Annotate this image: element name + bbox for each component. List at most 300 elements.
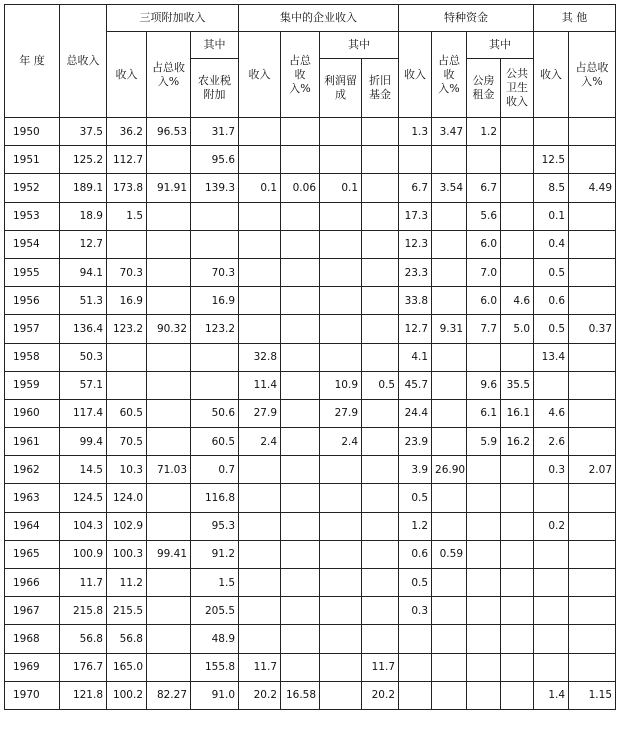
table-row — [5, 512, 616, 540]
cell-g3-health — [501, 681, 534, 709]
cell-g2-income — [239, 484, 281, 512]
cell-g3-health — [501, 146, 534, 174]
table-row — [5, 174, 616, 202]
cell-g3-health — [501, 202, 534, 230]
table-row — [5, 456, 616, 484]
cell-g3-housing: 6.1 — [467, 399, 501, 427]
table-row — [5, 428, 616, 456]
cell-g2-profit — [320, 287, 362, 315]
cell-total: 104.3 — [60, 512, 107, 540]
cell-g1-income: 70.3 — [107, 258, 147, 286]
cell-g3-income: 6.7 — [399, 174, 432, 202]
cell-g2-income: 32.8 — [239, 343, 281, 371]
cell-g4-pct — [569, 343, 616, 371]
cell-g2-dep — [362, 625, 399, 653]
cell-g2-income — [239, 230, 281, 258]
cell-g3-health: 16.2 — [501, 428, 534, 456]
cell-g3-pct — [432, 343, 467, 371]
cell-g3-pct: 0.59 — [432, 540, 467, 568]
header-group-surcharge: 三项附加收入 — [107, 5, 239, 32]
cell-g1-pct: 91.91 — [147, 174, 191, 202]
cell-g3-pct — [432, 681, 467, 709]
cell-g2-dep: 11.7 — [362, 653, 399, 681]
cell-g3-housing: 5.6 — [467, 202, 501, 230]
cell-g4-pct — [569, 512, 616, 540]
cell-g2-dep — [362, 146, 399, 174]
cell-g1-income: 215.5 — [107, 597, 147, 625]
header-g2-pct: 占总收入% — [281, 32, 320, 118]
cell-g1-income: 11.2 — [107, 569, 147, 597]
cell-g3-health — [501, 118, 534, 146]
cell-year: 1963 — [5, 484, 60, 512]
cell-g2-income — [239, 569, 281, 597]
cell-g1-agri: 123.2 — [191, 315, 239, 343]
cell-g4-income — [534, 540, 569, 568]
cell-total: 215.8 — [60, 597, 107, 625]
cell-g2-dep — [362, 202, 399, 230]
cell-g2-dep — [362, 484, 399, 512]
cell-g1-agri: 116.8 — [191, 484, 239, 512]
cell-g2-income — [239, 512, 281, 540]
cell-g2-income — [239, 597, 281, 625]
cell-g4-pct — [569, 569, 616, 597]
cell-g2-profit — [320, 681, 362, 709]
cell-g3-housing — [467, 569, 501, 597]
cell-g3-income: 3.9 — [399, 456, 432, 484]
cell-g2-pct — [281, 146, 320, 174]
cell-year: 1953 — [5, 202, 60, 230]
cell-g1-pct: 96.53 — [147, 118, 191, 146]
cell-g1-agri — [191, 230, 239, 258]
cell-total: 121.8 — [60, 681, 107, 709]
cell-g3-income: 12.7 — [399, 315, 432, 343]
cell-g3-income: 4.1 — [399, 343, 432, 371]
cell-g3-pct — [432, 428, 467, 456]
cell-g1-pct — [147, 512, 191, 540]
cell-g2-dep — [362, 258, 399, 286]
cell-g2-profit — [320, 512, 362, 540]
cell-g3-housing — [467, 653, 501, 681]
cell-g3-pct — [432, 484, 467, 512]
cell-g1-agri: 48.9 — [191, 625, 239, 653]
cell-g1-income: 165.0 — [107, 653, 147, 681]
header-group-enterprise: 集中的企业收入 — [239, 5, 399, 32]
cell-year: 1964 — [5, 512, 60, 540]
cell-g1-agri: 95.3 — [191, 512, 239, 540]
cell-g3-housing — [467, 484, 501, 512]
cell-year: 1958 — [5, 343, 60, 371]
cell-g1-pct — [147, 146, 191, 174]
cell-g2-dep — [362, 174, 399, 202]
cell-total: 50.3 — [60, 343, 107, 371]
cell-g2-pct — [281, 625, 320, 653]
cell-g2-profit — [320, 625, 362, 653]
header-g4-income: 收入 — [534, 32, 569, 118]
cell-g3-housing — [467, 597, 501, 625]
cell-g4-pct — [569, 653, 616, 681]
table-row — [5, 371, 616, 399]
header-g1-income: 收入 — [107, 32, 147, 118]
cell-g3-income: 1.2 — [399, 512, 432, 540]
cell-year: 1951 — [5, 146, 60, 174]
table-row — [5, 118, 616, 146]
cell-g4-income — [534, 653, 569, 681]
header-agri-tax: 农业税附加 — [191, 59, 239, 118]
cell-g1-agri: 50.6 — [191, 399, 239, 427]
cell-g3-housing: 1.2 — [467, 118, 501, 146]
cell-g3-health — [501, 174, 534, 202]
cell-g2-profit: 27.9 — [320, 399, 362, 427]
cell-g1-agri: 91.2 — [191, 540, 239, 568]
cell-g3-housing — [467, 343, 501, 371]
cell-g4-income: 4.6 — [534, 399, 569, 427]
cell-g2-dep — [362, 118, 399, 146]
cell-g3-housing: 9.6 — [467, 371, 501, 399]
cell-g2-income: 11.7 — [239, 653, 281, 681]
table-row — [5, 597, 616, 625]
cell-g1-pct: 71.03 — [147, 456, 191, 484]
cell-g1-pct — [147, 653, 191, 681]
table-row — [5, 315, 616, 343]
cell-g1-income: 60.5 — [107, 399, 147, 427]
cell-g3-housing — [467, 540, 501, 568]
cell-g3-income: 17.3 — [399, 202, 432, 230]
table-row — [5, 202, 616, 230]
cell-g2-dep — [362, 428, 399, 456]
cell-g1-agri: 205.5 — [191, 597, 239, 625]
cell-g2-pct — [281, 399, 320, 427]
cell-g3-housing: 6.0 — [467, 230, 501, 258]
cell-g1-income: 173.8 — [107, 174, 147, 202]
cell-g3-income: 0.5 — [399, 569, 432, 597]
cell-total: 117.4 — [60, 399, 107, 427]
cell-g3-housing: 5.9 — [467, 428, 501, 456]
header-g1-of-which: 其中 — [191, 32, 239, 59]
cell-year: 1959 — [5, 371, 60, 399]
cell-g1-income: 70.5 — [107, 428, 147, 456]
cell-g2-pct: 16.58 — [281, 681, 320, 709]
cell-total: 124.5 — [60, 484, 107, 512]
cell-year: 1969 — [5, 653, 60, 681]
cell-g3-income: 0.5 — [399, 484, 432, 512]
cell-g3-income: 0.3 — [399, 597, 432, 625]
cell-g3-pct: 3.47 — [432, 118, 467, 146]
cell-g3-income — [399, 681, 432, 709]
cell-g4-pct — [569, 202, 616, 230]
cell-g2-pct — [281, 540, 320, 568]
cell-g1-income: 123.2 — [107, 315, 147, 343]
cell-g4-income: 0.1 — [534, 202, 569, 230]
cell-total: 51.3 — [60, 287, 107, 315]
table-row — [5, 681, 616, 709]
cell-g2-pct — [281, 258, 320, 286]
cell-year: 1956 — [5, 287, 60, 315]
cell-g1-income: 100.3 — [107, 540, 147, 568]
cell-g2-pct — [281, 315, 320, 343]
cell-g3-income: 1.3 — [399, 118, 432, 146]
cell-g2-pct — [281, 512, 320, 540]
header-group-special-fund: 特种资金 — [399, 5, 534, 32]
cell-year: 1968 — [5, 625, 60, 653]
cell-total: 14.5 — [60, 456, 107, 484]
cell-year: 1955 — [5, 258, 60, 286]
cell-g2-dep — [362, 399, 399, 427]
cell-g1-agri: 60.5 — [191, 428, 239, 456]
cell-g1-agri: 0.7 — [191, 456, 239, 484]
cell-g2-dep: 0.5 — [362, 371, 399, 399]
cell-g2-pct — [281, 428, 320, 456]
cell-g3-income: 23.3 — [399, 258, 432, 286]
cell-g3-health: 16.1 — [501, 399, 534, 427]
cell-g1-pct: 82.27 — [147, 681, 191, 709]
header-g3-income: 收入 — [399, 32, 432, 118]
cell-g3-housing: 6.0 — [467, 287, 501, 315]
cell-g4-income — [534, 118, 569, 146]
cell-g2-profit — [320, 118, 362, 146]
cell-g4-income: 0.4 — [534, 230, 569, 258]
cell-g3-pct: 3.54 — [432, 174, 467, 202]
cell-year: 1965 — [5, 540, 60, 568]
cell-g3-housing — [467, 146, 501, 174]
cell-g3-pct — [432, 287, 467, 315]
cell-total: 99.4 — [60, 428, 107, 456]
cell-g2-profit — [320, 456, 362, 484]
table-row — [5, 146, 616, 174]
cell-year: 1967 — [5, 597, 60, 625]
cell-g4-pct — [569, 484, 616, 512]
cell-total: 56.8 — [60, 625, 107, 653]
cell-g2-pct — [281, 597, 320, 625]
header-public-health: 公共卫生收入 — [501, 59, 534, 118]
header-total: 总收入 — [60, 5, 107, 118]
cell-g1-agri: 139.3 — [191, 174, 239, 202]
cell-g3-health — [501, 230, 534, 258]
cell-total: 136.4 — [60, 315, 107, 343]
cell-g2-profit: 10.9 — [320, 371, 362, 399]
cell-g1-pct — [147, 371, 191, 399]
cell-g2-pct — [281, 484, 320, 512]
cell-g1-income: 100.2 — [107, 681, 147, 709]
header-group-other: 其 他 — [534, 5, 616, 32]
cell-g1-income: 16.9 — [107, 287, 147, 315]
header-g2-income: 收入 — [239, 32, 281, 118]
cell-g3-health: 35.5 — [501, 371, 534, 399]
cell-g4-pct — [569, 625, 616, 653]
cell-g2-profit — [320, 230, 362, 258]
cell-g2-income — [239, 287, 281, 315]
cell-g3-housing — [467, 456, 501, 484]
cell-g4-income — [534, 484, 569, 512]
cell-g3-income: 24.4 — [399, 399, 432, 427]
cell-g2-income — [239, 118, 281, 146]
table-row — [5, 625, 616, 653]
cell-g3-pct — [432, 597, 467, 625]
cell-g3-income: 23.9 — [399, 428, 432, 456]
cell-g2-income: 2.4 — [239, 428, 281, 456]
cell-g3-income — [399, 653, 432, 681]
cell-g4-pct: 0.37 — [569, 315, 616, 343]
cell-g1-income — [107, 230, 147, 258]
cell-g2-dep — [362, 315, 399, 343]
cell-g2-profit — [320, 653, 362, 681]
cell-year: 1950 — [5, 118, 60, 146]
table-row — [5, 258, 616, 286]
cell-g1-agri: 155.8 — [191, 653, 239, 681]
cell-g3-housing: 7.7 — [467, 315, 501, 343]
cell-g2-pct — [281, 287, 320, 315]
cell-g3-health: 5.0 — [501, 315, 534, 343]
cell-g3-pct — [432, 258, 467, 286]
cell-g2-profit — [320, 258, 362, 286]
cell-g1-pct: 99.41 — [147, 540, 191, 568]
header-year: 年 度 — [5, 5, 60, 118]
cell-g4-income: 0.3 — [534, 456, 569, 484]
cell-g2-income: 11.4 — [239, 371, 281, 399]
cell-g3-income — [399, 625, 432, 653]
cell-g4-income — [534, 597, 569, 625]
cell-g2-profit: 2.4 — [320, 428, 362, 456]
cell-g4-income: 0.2 — [534, 512, 569, 540]
cell-g2-dep — [362, 512, 399, 540]
cell-total: 18.9 — [60, 202, 107, 230]
cell-g1-income: 56.8 — [107, 625, 147, 653]
cell-total: 94.1 — [60, 258, 107, 286]
cell-g3-housing — [467, 625, 501, 653]
cell-g1-pct — [147, 258, 191, 286]
cell-g1-agri: 31.7 — [191, 118, 239, 146]
header-g2-of-which: 其中 — [320, 32, 399, 59]
cell-g1-pct — [147, 569, 191, 597]
cell-g4-pct — [569, 371, 616, 399]
cell-g2-income — [239, 258, 281, 286]
cell-total: 100.9 — [60, 540, 107, 568]
cell-g2-profit: 0.1 — [320, 174, 362, 202]
header-profit-retention: 利润留成 — [320, 59, 362, 118]
cell-g3-income: 45.7 — [399, 371, 432, 399]
table-row — [5, 484, 616, 512]
cell-g3-housing — [467, 512, 501, 540]
cell-g3-pct — [432, 625, 467, 653]
cell-g4-income: 12.5 — [534, 146, 569, 174]
cell-g2-pct: 0.06 — [281, 174, 320, 202]
cell-total: 176.7 — [60, 653, 107, 681]
cell-g1-income — [107, 343, 147, 371]
cell-g4-income — [534, 569, 569, 597]
cell-year: 1962 — [5, 456, 60, 484]
cell-g3-pct: 26.90 — [432, 456, 467, 484]
cell-g2-pct — [281, 230, 320, 258]
header-g1-pct: 占总收入% — [147, 32, 191, 118]
cell-g2-profit — [320, 315, 362, 343]
cell-g1-income: 112.7 — [107, 146, 147, 174]
cell-g2-dep — [362, 343, 399, 371]
cell-g3-income: 12.3 — [399, 230, 432, 258]
cell-g3-health — [501, 484, 534, 512]
cell-g4-income: 2.6 — [534, 428, 569, 456]
cell-g4-pct: 2.07 — [569, 456, 616, 484]
cell-g2-income: 0.1 — [239, 174, 281, 202]
cell-g2-profit — [320, 202, 362, 230]
cell-g1-pct — [147, 428, 191, 456]
cell-g2-dep — [362, 287, 399, 315]
cell-year: 1966 — [5, 569, 60, 597]
cell-g1-income: 1.5 — [107, 202, 147, 230]
cell-g1-agri: 70.3 — [191, 258, 239, 286]
cell-g2-dep — [362, 230, 399, 258]
cell-g4-income: 1.4 — [534, 681, 569, 709]
table-row — [5, 287, 616, 315]
cell-total: 12.7 — [60, 230, 107, 258]
cell-g3-health — [501, 258, 534, 286]
cell-g1-income: 36.2 — [107, 118, 147, 146]
cell-g2-income — [239, 540, 281, 568]
cell-g4-income: 0.5 — [534, 258, 569, 286]
cell-g2-income: 20.2 — [239, 681, 281, 709]
cell-g3-pct — [432, 371, 467, 399]
cell-g2-pct — [281, 343, 320, 371]
cell-g2-dep — [362, 540, 399, 568]
cell-g4-pct — [569, 428, 616, 456]
cell-g1-pct: 90.32 — [147, 315, 191, 343]
cell-g3-housing: 6.7 — [467, 174, 501, 202]
cell-g4-income — [534, 371, 569, 399]
cell-g4-income: 0.6 — [534, 287, 569, 315]
cell-g3-health — [501, 456, 534, 484]
header-g3-pct: 占总收入% — [432, 32, 467, 118]
cell-g1-agri: 1.5 — [191, 569, 239, 597]
cell-total: 125.2 — [60, 146, 107, 174]
cell-g2-income — [239, 625, 281, 653]
cell-total: 189.1 — [60, 174, 107, 202]
cell-g4-pct — [569, 287, 616, 315]
cell-g2-profit — [320, 146, 362, 174]
table-body — [5, 118, 616, 710]
cell-g2-profit — [320, 540, 362, 568]
cell-g3-pct — [432, 653, 467, 681]
cell-g1-pct — [147, 625, 191, 653]
cell-year: 1970 — [5, 681, 60, 709]
cell-g2-profit — [320, 597, 362, 625]
cell-total: 37.5 — [60, 118, 107, 146]
revenue-table — [4, 4, 616, 710]
cell-g1-agri — [191, 202, 239, 230]
cell-g4-pct — [569, 597, 616, 625]
cell-g1-agri — [191, 343, 239, 371]
cell-g2-income: 27.9 — [239, 399, 281, 427]
cell-year: 1952 — [5, 174, 60, 202]
cell-g3-income — [399, 146, 432, 174]
cell-g2-profit — [320, 343, 362, 371]
cell-g4-pct — [569, 258, 616, 286]
cell-g1-pct — [147, 399, 191, 427]
cell-g3-pct — [432, 512, 467, 540]
cell-g1-income: 102.9 — [107, 512, 147, 540]
cell-g4-income: 13.4 — [534, 343, 569, 371]
cell-g3-health — [501, 625, 534, 653]
cell-g1-pct — [147, 484, 191, 512]
cell-g2-dep — [362, 597, 399, 625]
cell-g1-pct — [147, 230, 191, 258]
cell-g4-pct — [569, 118, 616, 146]
header-depreciation-fund: 折旧基金 — [362, 59, 399, 118]
cell-g2-profit — [320, 484, 362, 512]
cell-g1-pct — [147, 202, 191, 230]
cell-g2-income — [239, 202, 281, 230]
cell-g1-income: 124.0 — [107, 484, 147, 512]
cell-g3-pct — [432, 230, 467, 258]
cell-g1-agri: 91.0 — [191, 681, 239, 709]
cell-g3-pct — [432, 202, 467, 230]
